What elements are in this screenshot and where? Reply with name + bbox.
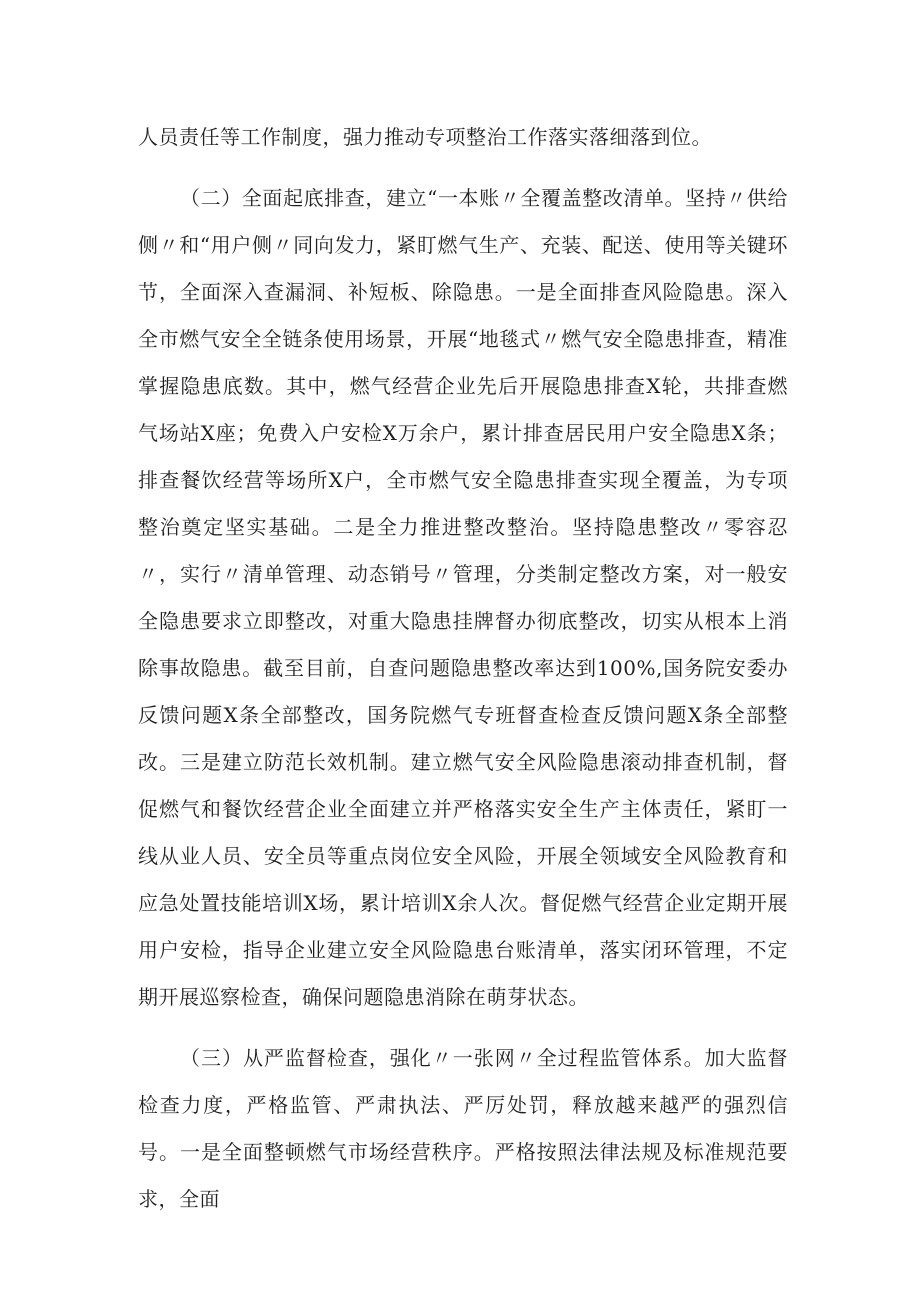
paragraph-continuation: 人员责任等工作制度，强力推动专项整治工作落实落细落到位。 [138,125,712,149]
paragraph-section-two: （二）全面起底排查，建立“一本账〃全覆盖整改清单。坚持〃供给侧〃和“用户侧〃同向发力，紧盯燃气生产、充装、配送、使用等关键环节，全面深入查漏洞、补短板、除隐患。一是全面排查风险隐患。深入全市燃气安全全链条使用场景，开展“地毯式〃燃气安全隐患排查，精准掌握隐患底数。其中，燃气经营企业先后开展隐患排查X轮，共排查燃气场站X座；免费入户安检X万余户，累计排查居民用户安全隐患X条；排查餐饮经营等场所X户，全市燃气安全隐患排查实现全覆盖，为专项整治奠定坚实基础。二是全力推进整改整治。坚持隐患整改〃零容忍〃，实行〃清单管理、动态销号〃管理，分类制定整改方案，对一般安全隐患要求立即整改，对重大隐患挂牌督办彻底整改，切实从根本上消除事故隐患。截至目前，自查问题隐患整改率达到100%,国务院安委办反馈问题X条全部整改，国务院燃气专班督查检查反馈问题X条全部整改。三是建立防范长效机制。建立燃气安全风险隐患滚动排查机制，督促燃气和餐饮经营企业全面建立并严格落实安全生产主体责任，紧盯一线从业人员、安全员等重点岗位安全风险，开展全领域安全风险教育和应急处置技能培训X场，累计培训X余人次。督促燃气经营企业定期开展用户安检，指导企业建立安全风险隐患台账清单，落实闭环管理，不定期开展巡察检查，确保问题隐患消除在萌芽状态。 [138,186,788,1009]
document-body [138,114,788,1223]
paragraph-section-three: （三）从严监督检查，强化〃一张网〃全过程监管体系。加大监督检查力度，严格监管、严肃执法、严厉处罚，释放越来越严的强烈信号。一是全面整顿燃气市场经营秩序。严格按照法律法规及标准规范要求，全面 [138,1046,788,1211]
